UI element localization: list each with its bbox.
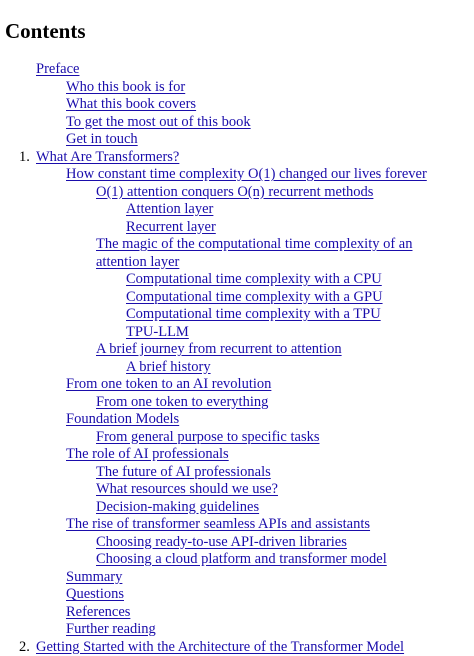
toc-entry xyxy=(0,184,474,202)
toc-entry xyxy=(0,219,474,237)
toc-entry xyxy=(0,96,474,114)
toc-link[interactable]: Decision-making guidelines xyxy=(96,498,260,515)
toc-entry xyxy=(0,254,474,272)
toc-link[interactable]: How constant time complexity O(1) changed our lives forever xyxy=(66,166,427,182)
toc-entry xyxy=(0,604,474,622)
toc-link[interactable]: The role of AI professionals xyxy=(66,446,229,462)
toc-link[interactable]: Computational time complexity with a TPU xyxy=(126,306,381,322)
toc-link[interactable]: Choosing ready-to-use API-driven libraries xyxy=(96,533,347,550)
toc-link[interactable]: Who this book is for xyxy=(66,78,186,95)
table-of-contents xyxy=(0,61,474,656)
toc-link[interactable]: Preface xyxy=(36,61,80,77)
toc-entry xyxy=(0,411,474,429)
toc-link[interactable]: The future of AI professionals xyxy=(96,463,271,480)
toc-entry xyxy=(0,61,474,79)
toc-entry xyxy=(0,464,474,482)
chapter-number: 1. xyxy=(19,148,30,165)
toc-link[interactable]: Computational time complexity with a CPU xyxy=(126,271,382,287)
toc-entry xyxy=(0,394,474,412)
toc-entry xyxy=(0,639,474,656)
toc-link[interactable]: Computational time complexity with a GPU xyxy=(126,288,383,305)
toc-entry xyxy=(0,306,474,324)
toc-entry xyxy=(0,621,474,639)
toc-entry xyxy=(0,131,474,149)
toc-entry xyxy=(0,481,474,499)
toc-entry xyxy=(0,166,474,184)
toc-link[interactable]: A brief history xyxy=(126,358,211,375)
toc-entry xyxy=(0,534,474,552)
toc-link[interactable]: Getting Started with the Architecture of the Transformer Model xyxy=(36,638,405,655)
toc-entry xyxy=(0,359,474,377)
toc-link[interactable]: Attention layer xyxy=(126,201,214,217)
toc-entry xyxy=(0,376,474,394)
toc-link[interactable]: Get in touch xyxy=(66,131,138,147)
toc-link[interactable]: Foundation Models xyxy=(66,411,180,427)
toc-link[interactable]: A brief journey from recurrent to attention xyxy=(96,341,342,357)
toc-entry xyxy=(0,201,474,219)
toc-link[interactable]: Further reading xyxy=(66,621,156,637)
toc-link[interactable]: References xyxy=(66,603,131,620)
chapter-number: 2. xyxy=(19,638,30,655)
page-title: Contents xyxy=(5,19,86,43)
toc-entry xyxy=(0,516,474,534)
toc-entry xyxy=(0,446,474,464)
toc-link[interactable]: What this book covers xyxy=(66,96,197,112)
toc-entry xyxy=(0,586,474,604)
toc-link[interactable]: From general purpose to specific tasks xyxy=(96,428,320,445)
toc-link[interactable]: To get the most out of this book xyxy=(66,113,251,130)
toc-link[interactable]: The magic of the computational time complexity of an xyxy=(96,236,413,252)
toc-entry xyxy=(0,341,474,359)
toc-link[interactable]: Summary xyxy=(66,568,123,585)
toc-link[interactable]: Recurrent layer xyxy=(126,218,216,235)
toc-entry xyxy=(0,499,474,517)
toc-link[interactable]: From one token to everything xyxy=(96,393,269,410)
toc-entry xyxy=(0,324,474,342)
toc-entry xyxy=(0,149,474,167)
toc-entry xyxy=(0,429,474,447)
toc-link[interactable]: What resources should we use? xyxy=(96,481,278,497)
toc-entry xyxy=(0,289,474,307)
toc-link[interactable]: What Are Transformers? xyxy=(36,148,180,165)
toc-link[interactable]: From one token to an AI revolution xyxy=(66,376,272,392)
toc-link[interactable]: TPU-LLM xyxy=(126,323,189,340)
toc-entry xyxy=(0,79,474,97)
toc-entry xyxy=(0,236,474,254)
toc-entry xyxy=(0,569,474,587)
toc-entry xyxy=(0,271,474,289)
toc-link[interactable]: Choosing a cloud platform and transformer model xyxy=(96,551,387,567)
toc-link[interactable]: The rise of transformer seamless APIs and assistants xyxy=(66,516,371,532)
toc-link[interactable]: Questions xyxy=(66,586,124,602)
toc-entry xyxy=(0,551,474,569)
toc-link[interactable]: O(1) attention conquers O(n) recurrent methods xyxy=(96,183,374,200)
toc-link[interactable]: attention layer xyxy=(96,253,180,270)
toc-entry xyxy=(0,114,474,132)
